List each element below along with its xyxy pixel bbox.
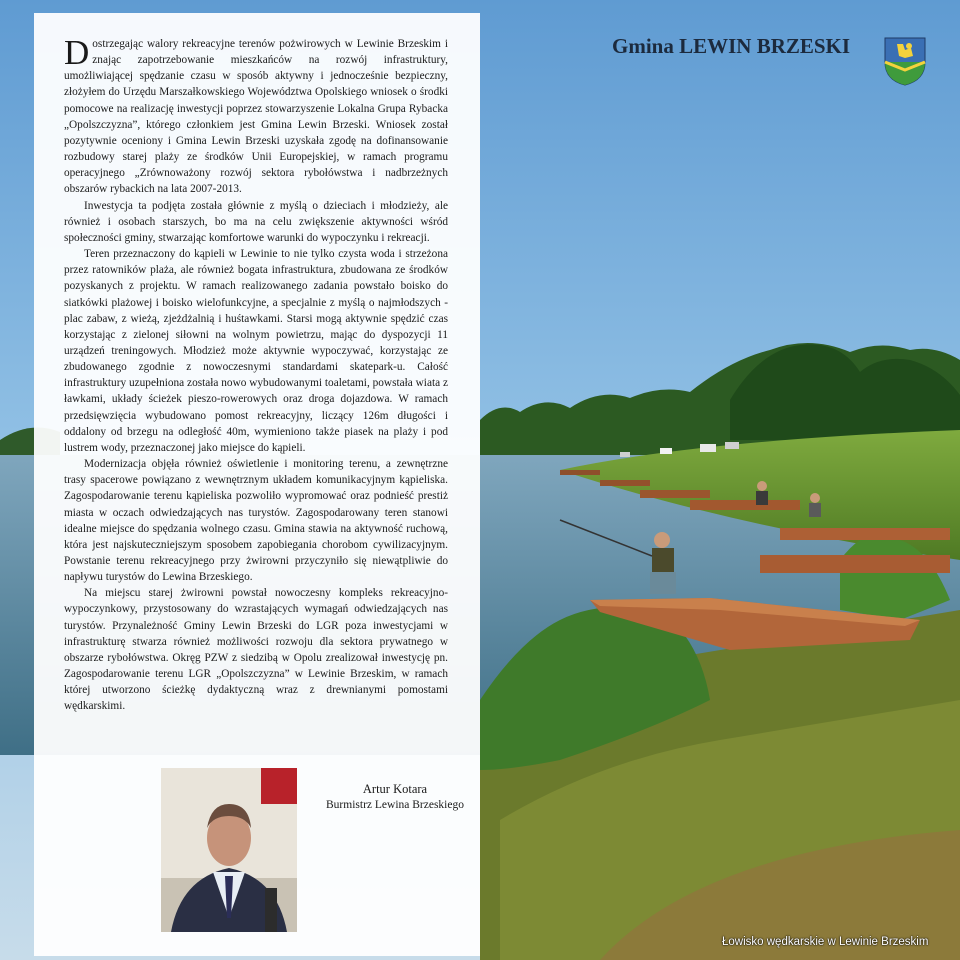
portrait-image [161,768,297,932]
signature-block [315,781,475,813]
article-paragraph [64,33,448,198]
title-main: LEWIN BRZESKI [679,34,851,58]
article-panel [34,13,480,956]
photo-caption: Łowisko wędkarskie w Lewinie Brzeskim [722,936,929,948]
article-paragraph: Teren przeznaczony do kąpieli w Lewinie to nie tylko czysta woda i strzeżona przez ratowników plaża, ale również bogata infrastruktura, zbudowana ze środków pozyskanych z projektu. W ramach realizowanego zadania powstało boisko do siatkówki plażowej i boisko wielofunkcyjne, a specjalnie z myślą o najmłodszych - plac zabaw, z wieżą, zjeżdżalnią i huśtawkami. Starsi mogą aktywnie spędzić czas korzystając z zielonej siłowni na wolnym powietrzu, mając do dyspozycji 11 urządzeń treningowych. Młodzież może aktywnie wypoczywać, korzystając ze zbudowanego zgodnie z nowoczesnymi standardami skatepark-u. Całość infrastruktury uzupełniona została nowo wybudowanymi toaletami, powstała wiata z ławkami, układy ścieżek pieszo-rowerowych oraz droga dojazdowa. W ramach przedsięwzięcia wybudowano pomost rekreacyjny, liczący 126m długości i oddalony od brzegu na odległość 40m, wymieniono także piasek na plaży i pod lustrem wody, przeznaczonej jako miejsce do kąpieli. [64,248,448,454]
paragraph-text: ostrzegając walory rekreacyjne terenów pożwirowych w Lewinie Brzeskim i znając zapotrzebowanie mieszkańców na rozwój infrastruktury, umożliwiającej spędzanie czasu w sposób aktywny i jednocześnie bezpieczny, złożyłem do Urzędu Marszałkowskiego Województwa Opolskiego wniosek o środki pomocowe na realizację inwestycji poprzez stowarzyszenie Lokalna Grupa Rybacka „Opolszczyzna”, którego członkiem jest Gmina Lewin Brzeski. Wniosek został pozytywnie oceniony i Gmina Lewin Brzeski uzyskała zgodę na dofinansowanie rozbudowy starej plaży ze środków Unii Europejskiej, w ramach programu operacyjnego „Zrównoważony rozwój sektora rybołówstwa i nadbrzeżnych obszarów rybackich na lata 2007-2013. [64,38,448,196]
title-prefix: Gmina [612,34,674,58]
signature-role: Burmistrz Lewina Brzeskiego [326,799,464,811]
article-paragraph: Modernizacja objęła również oświetlenie i monitoring terenu, a zewnętrzne trasy spacerowe powiązano z wewnętrznym układem komunikacyjnym kąpieliska. Zagospodarowanie terenu kąpieliska pozwoliło wypromować oraz podnieść prestiż miasta w oczach odwiedzających nas turystów. Zagospodarowany teren stanowi idealne miejsce do spędzania wolnego czasu. Gmina stawia na aktywność ruchową, która jest najskuteczniejszym sposobem zapobiegania chorobom cywilizacyjnym. Powstanie terenu rekreacyjnego przy żwirowni przyczyniło się niewątpliwie do napływu turystów do Lewina Brzeskiego. [64,458,448,584]
article-paragraph: Na miejscu starej żwirowni powstał nowoczesny kompleks rekreacyjno-wypoczynkowy, przystosowany do wzrastających wymagań odwiedzających nas turystów. Przynależność Gminy Lewin Brzeski do LGR poza inwestycjami w infrastrukturę stwarza również możliwości rozwoju dla sektora prywatnego w obszarze rybołówstwa. Okręg PZW z siedzibą w Opolu zrealizował inwestycję pn. Zagospodarowanie terenu LGR „Opolszczyzna” w Lewinie Brzeskim, w ramach której utworzono ścieżkę dydaktyczną wraz z drewnianymi pomostami wędkarskimi. [64,587,448,713]
drop-cap: D [64,33,90,72]
coat-of-arms-icon [883,36,927,86]
article-paragraph: Inwestycja ta podjęta została głównie z myślą o dzieciach i młodzieży, ale również i osobach starszych, bo ma na celu zwiększenie aktywności wśród społeczności gminy, stwarzając komfortowe warunki do wypoczynku i rekreacji. [64,199,448,244]
article-text [64,33,448,715]
mayor-portrait [161,768,297,932]
page-title [612,34,850,59]
signature-name: Artur Kotara [362,782,428,796]
